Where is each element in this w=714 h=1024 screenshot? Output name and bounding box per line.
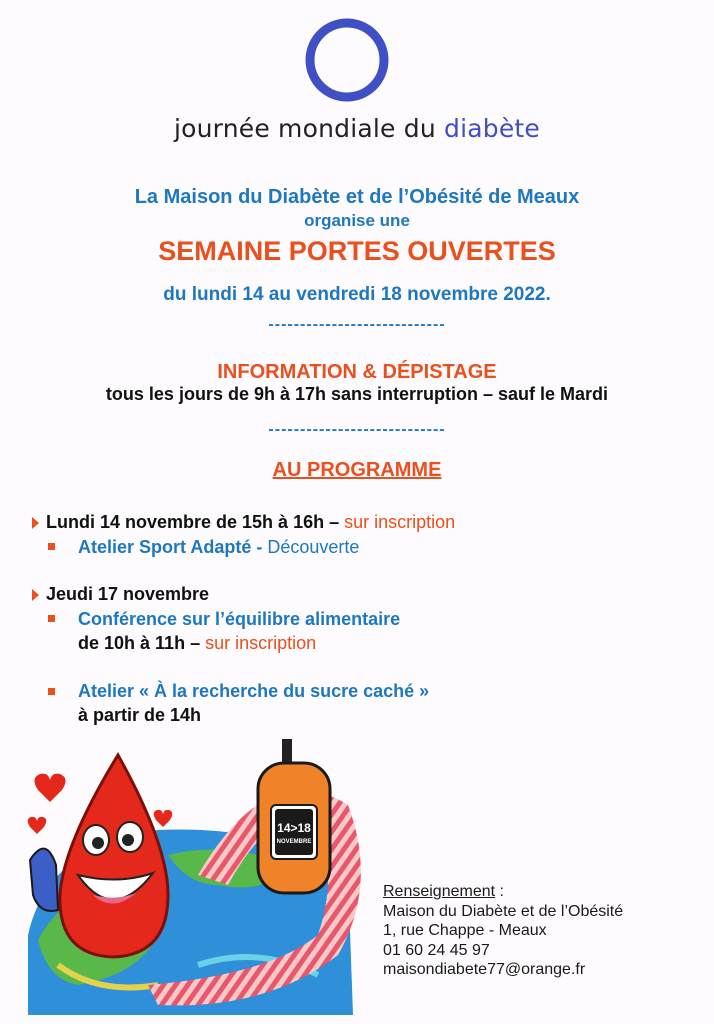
day1-sep: – — [324, 512, 345, 532]
meter-text-bottom: NOVEMBRE — [276, 839, 312, 845]
bullet-square-icon — [48, 543, 55, 550]
day1-activity-line — [78, 537, 359, 558]
day2-date-line — [46, 584, 209, 605]
contact-email: maisondiabete77@orange.fr — [383, 961, 586, 978]
organizes-text: organise une — [304, 211, 410, 230]
day2-date: Jeudi 17 novembre — [46, 584, 210, 604]
contact-block — [383, 882, 623, 980]
day2-activity2-text: Atelier « À la recherche du sucre caché » — [78, 681, 430, 701]
day2-activity1-text: Conférence sur l’équilibre alimentaire — [78, 609, 401, 629]
logo-text-accent: diabète — [444, 114, 541, 143]
logo-text — [0, 114, 714, 143]
day1-activity-detail: Découverte — [262, 537, 360, 557]
event-dates: du lundi 14 au vendredi 18 novembre 2022. — [163, 284, 551, 305]
contact-address: 1, rue Chappe - Meaux — [383, 922, 547, 939]
bullet-square-icon — [48, 688, 55, 695]
day1-note: sur inscription — [344, 512, 456, 532]
day2-sep: – — [185, 633, 206, 653]
day2-activity1-note: sur inscription — [205, 633, 317, 653]
day1-activity: Atelier Sport Adapté - — [78, 537, 263, 557]
event-headline: SEMAINE PORTES OUVERTES — [158, 236, 556, 266]
contact-name: Maison du Diabète et de l’Obésité — [383, 902, 624, 920]
day1-line — [46, 512, 455, 533]
mascot-illustration — [18, 735, 378, 1015]
blue-circle-logo — [305, 18, 389, 102]
contact-label-suffix: : — [495, 883, 504, 900]
bullet-triangle-icon — [32, 517, 39, 529]
organization-title: La Maison du Diabète et de l’Obésité de Meaux — [134, 186, 580, 208]
program-title: AU PROGRAMME — [272, 459, 442, 481]
bullet-triangle-icon — [32, 589, 39, 601]
heart-icon — [28, 817, 47, 834]
contact-phone: 01 60 24 45 97 — [383, 941, 490, 959]
glucose-meter-icon — [258, 739, 330, 893]
day1-date: Lundi 14 novembre de 15h à 16h — [46, 512, 325, 532]
day2-activity1-time-line — [78, 633, 316, 654]
heart-icon — [154, 810, 173, 827]
day2-activity2 — [78, 681, 429, 702]
opening-hours: tous les jours de 9h à 17h sans interruption – sauf le Mardi — [105, 384, 609, 404]
info-title: INFORMATION & DÉPISTAGE — [217, 361, 497, 383]
meter-text-top: 14>18 — [277, 821, 311, 835]
divider-1: ---------------------------- — [268, 316, 446, 333]
day2-activity2-time-line — [78, 705, 201, 726]
bullet-square-icon — [48, 615, 55, 622]
heart-icon — [34, 774, 65, 802]
day2-activity1-time: de 10h à 11h — [78, 633, 186, 653]
contact-label: Renseignement — [383, 883, 496, 900]
day2-activity1 — [78, 609, 400, 630]
logo-text-main: journée mondiale du — [173, 114, 436, 143]
day2-activity2-time: à partir de 14h — [78, 705, 202, 725]
divider-2: ---------------------------- — [268, 421, 446, 438]
